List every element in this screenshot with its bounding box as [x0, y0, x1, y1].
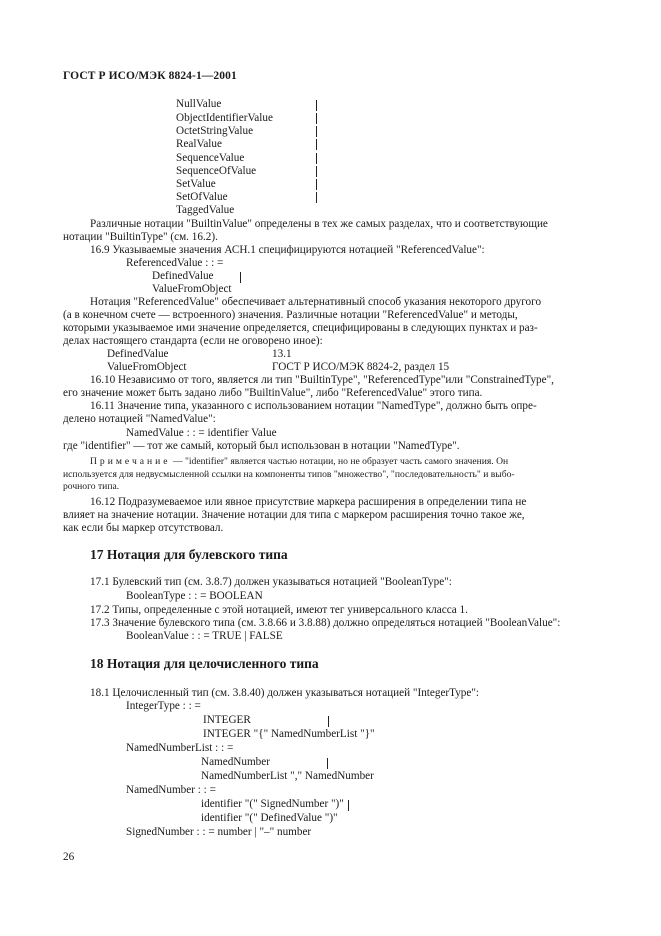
alternative-separator	[316, 113, 317, 124]
paragraph-17-3: 17.3 Значение булевского типа (см. 3.8.66 и 3.8.88) должно определяться нотацией "BooleanValue":	[90, 617, 561, 629]
paragraph-builtin-line: Различные нотации "BuiltinValue" определены в тех же самых разделах, что и соответствующие	[90, 218, 548, 230]
paragraph-17-2: 17.2 Типы, определенные с этой нотацией, имеют тег универсального класса 1.	[90, 604, 468, 616]
builtin-value-item: RealValue	[176, 138, 222, 150]
alternative-separator	[316, 126, 317, 137]
note-text: — "identifier" является частью нотации, но не образует часть самого значения. Он	[170, 456, 509, 467]
paragraph-identifier: где "identifier" — тот же самый, который был использован в нотации "NamedType".	[63, 440, 460, 452]
paragraph-referenced-line: делах настоящего стандарта (если не оговорено иное):	[63, 335, 323, 347]
section-heading-17: 17 Нотация для булевского типа	[90, 547, 288, 562]
named-number-list-alternative: NamedNumber	[201, 756, 270, 768]
referenced-value-alternative: ValueFromObject	[152, 283, 232, 295]
note-text: рочного типа.	[63, 481, 120, 492]
paragraph-16-11: делено нотацией "NamedValue":	[63, 413, 216, 425]
paragraph-17-1: 17.1 Булевский тип (см. 3.8.7) должен указываться нотацией "BooleanType":	[90, 576, 452, 588]
named-number-list-alternative: NamedNumberList "," NamedNumber	[201, 770, 374, 782]
builtin-value-item: SequenceValue	[176, 152, 245, 164]
named-number-alternative: identifier "(" DefinedValue ")"	[201, 812, 338, 824]
builtin-value-item: SequenceOfValue	[176, 165, 257, 177]
paragraph-16-12: как если бы маркер отсутствовал.	[63, 522, 224, 534]
paragraph-16-12: влияет на значение нотации. Значение нотации для типа с маркером расширения точно такое же,	[63, 509, 525, 521]
builtin-value-item: OctetStringValue	[176, 125, 254, 137]
builtin-value-item: TaggedValue	[176, 204, 235, 216]
alternative-separator	[316, 166, 317, 177]
alternative-separator	[316, 192, 317, 203]
alternative-separator	[328, 716, 329, 727]
reference-table-cell: DefinedValue	[107, 348, 169, 360]
builtin-value-item: ObjectIdentifierValue	[176, 112, 273, 124]
paragraph-16-10: его значение может быть задано либо "BuiltinValue", либо "ReferencedValue" этого типа.	[63, 387, 483, 399]
alternative-separator	[316, 153, 317, 164]
integer-type-alternative: INTEGER "{" NamedNumberList "}"	[203, 728, 375, 740]
builtin-value-item: SetOfValue	[176, 191, 228, 203]
paragraph-16-11: 16.11 Значение типа, указанного с использованием нотации "NamedType", должно быть опре-	[90, 400, 537, 412]
alternative-separator	[316, 139, 317, 150]
named-value-definition: NamedValue : : = identifier Value	[126, 427, 277, 439]
alternative-separator	[316, 100, 317, 111]
document-header: ГОСТ Р ИСО/МЭК 8824-1—2001	[63, 70, 237, 82]
note-label: Примечание	[90, 456, 171, 467]
integer-type-definition: IntegerType : : =	[126, 700, 201, 712]
reference-table-cell: ValueFromObject	[107, 361, 187, 373]
note	[90, 456, 508, 468]
paragraph-16-12: 16.12 Подразумеваемое или явное присутствие маркера расширения в определении типа не	[90, 496, 527, 508]
integer-type-alternative: INTEGER	[203, 714, 251, 726]
paragraph-referenced-line: которыми указываемое ими значение определяется, специфицированы в следующих пунктах и раз-	[63, 322, 538, 334]
reference-table-cell: ГОСТ Р ИСО/МЭК 8824-2, раздел 15	[272, 361, 450, 373]
alternative-separator	[348, 800, 349, 811]
note-text: используется для недвусмысленной ссылки на компоненты типов "множество", "последовательность" и выбо-	[63, 469, 515, 480]
signed-number-definition: SignedNumber : : = number | "–" number	[126, 826, 312, 838]
paragraph-builtin-line: нотации "BuiltinType" (см. 16.2).	[63, 231, 218, 243]
paragraph-18-1: 18.1 Целочисленный тип (см. 3.8.40) должен указываться нотацией "IntegerType":	[90, 687, 480, 699]
boolean-type-definition: BooleanType : : = BOOLEAN	[126, 590, 263, 602]
reference-table-cell: 13.1	[272, 348, 292, 360]
paragraph-16-10: 16.10 Независимо от того, является ли тип "BuiltinType", "ReferencedType"или "ConstrainedType",	[90, 374, 554, 386]
boolean-value-definition: BooleanValue : : = TRUE | FALSE	[126, 630, 283, 642]
named-number-definition: NamedNumber : : =	[126, 784, 216, 796]
page-number: 26	[63, 851, 75, 863]
section-heading-18: 18 Нотация для целочисленного типа	[90, 656, 319, 671]
builtin-value-item: NullValue	[176, 98, 222, 110]
builtin-value-item: SetValue	[176, 178, 216, 190]
named-number-alternative: identifier "(" SignedNumber ")"	[201, 798, 344, 810]
alternative-separator	[316, 179, 317, 190]
named-number-list-definition: NamedNumberList : : =	[126, 742, 234, 754]
paragraph-referenced-line: (а в конечном счете — встроенного) значения. Различные нотации "ReferencedValue" и методы,	[63, 309, 518, 321]
alternative-separator	[327, 758, 328, 769]
referenced-value-alternative: DefinedValue	[152, 270, 214, 282]
paragraph-referenced-line: Нотация "ReferencedValue" обеспечивает альтернативный способ указания некоторого другого	[90, 296, 542, 308]
alternative-separator	[240, 272, 241, 283]
paragraph-16-9: 16.9 Указываемые значения АСН.1 специфицируются нотацией "ReferencedValue":	[90, 244, 485, 256]
referenced-value-definition: ReferencedValue : : =	[126, 257, 224, 269]
